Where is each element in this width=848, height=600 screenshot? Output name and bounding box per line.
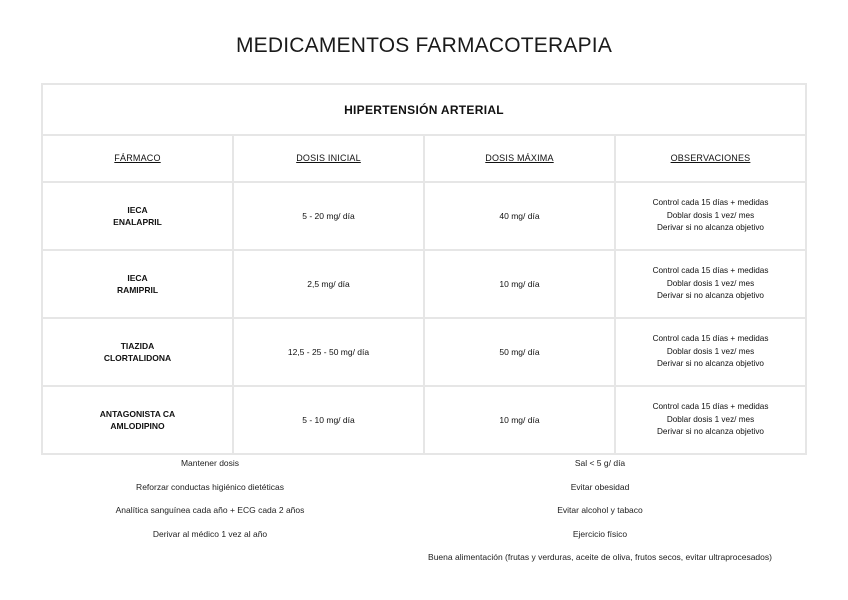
drug-name: CLORTALIDONA <box>103 353 172 363</box>
column-header-row <box>43 136 805 183</box>
observation-line: Derivar si no alcanza objetivo <box>657 291 764 301</box>
drug-cell <box>43 251 234 317</box>
initial-dose-cell: 2,5 mg/ día <box>234 251 425 317</box>
observation-line: Derivar si no alcanza objetivo <box>657 427 764 437</box>
observation-line: Control cada 15 días + medidas <box>652 198 769 208</box>
observation-line: Doblar dosis 1 vez/ mes <box>666 346 755 356</box>
note-right: Ejercicio físico <box>572 529 628 539</box>
observations-cell <box>616 183 805 249</box>
note-right: Evitar obesidad <box>570 482 630 492</box>
drug-class: IECA <box>127 204 148 215</box>
note-right: Evitar alcohol y tabaco <box>557 505 643 515</box>
observation-line: Doblar dosis 1 vez/ mes <box>666 414 755 424</box>
drug-cell <box>43 183 234 249</box>
initial-dose-cell: 5 - 20 mg/ día <box>234 183 425 249</box>
initial-dose-cell: 5 - 10 mg/ día <box>234 387 425 453</box>
observation-line: Doblar dosis 1 vez/ mes <box>666 210 755 220</box>
drug-class: ANTAGONISTA CA <box>99 408 176 419</box>
observation-line: Control cada 15 días + medidas <box>652 266 769 276</box>
hypertension-table <box>41 83 807 455</box>
table-row <box>43 387 805 453</box>
note-left: Derivar al médico 1 vez al año <box>152 529 268 539</box>
drug-class: TIAZIDA <box>120 340 155 351</box>
drug-cell <box>43 319 234 385</box>
column-header-drug: FÁRMACO <box>43 136 234 181</box>
observations-cell <box>616 387 805 453</box>
drug-name: AMLODIPINO <box>110 421 165 431</box>
initial-dose-cell: 12,5 - 25 - 50 mg/ día <box>234 319 425 385</box>
note-left: Mantener dosis <box>180 458 240 468</box>
table-row <box>43 319 805 387</box>
note-left: Reforzar conductas higiénico dietéticas <box>136 482 284 492</box>
column-header-initial-dose: DOSIS INICIAL <box>234 136 425 181</box>
table-row <box>43 251 805 319</box>
max-dose-cell: 10 mg/ día <box>425 387 616 453</box>
note-left: Analítica sanguínea cada año + ECG cada 2 años <box>115 505 305 515</box>
drug-class: IECA <box>127 272 148 283</box>
drug-name: RAMIPRIL <box>116 285 159 295</box>
note-right: Buena alimentación (frutas y verduras, aceite de oliva, frutos secos, evitar ultraprocesados) <box>428 552 772 562</box>
observation-line: Doblar dosis 1 vez/ mes <box>666 278 755 288</box>
observations-cell <box>616 319 805 385</box>
observation-line: Derivar si no alcanza objetivo <box>657 223 764 233</box>
max-dose-cell: 10 mg/ día <box>425 251 616 317</box>
table-heading: HIPERTENSIÓN ARTERIAL <box>43 85 805 136</box>
observation-line: Derivar si no alcanza objetivo <box>657 359 764 369</box>
table-row <box>43 183 805 251</box>
note-right: Sal < 5 g/ día <box>574 458 626 468</box>
max-dose-cell: 40 mg/ día <box>425 183 616 249</box>
column-header-max-dose: DOSIS MÁXIMA <box>425 136 616 181</box>
page-title: MEDICAMENTOS FARMACOTERAPIA <box>235 34 613 57</box>
drug-name: ENALAPRIL <box>113 217 162 227</box>
observation-line: Control cada 15 días + medidas <box>652 402 769 412</box>
max-dose-cell: 50 mg/ día <box>425 319 616 385</box>
observation-line: Control cada 15 días + medidas <box>652 334 769 344</box>
observations-cell <box>616 251 805 317</box>
drug-cell <box>43 387 234 453</box>
column-header-observations: OBSERVACIONES <box>670 153 751 164</box>
